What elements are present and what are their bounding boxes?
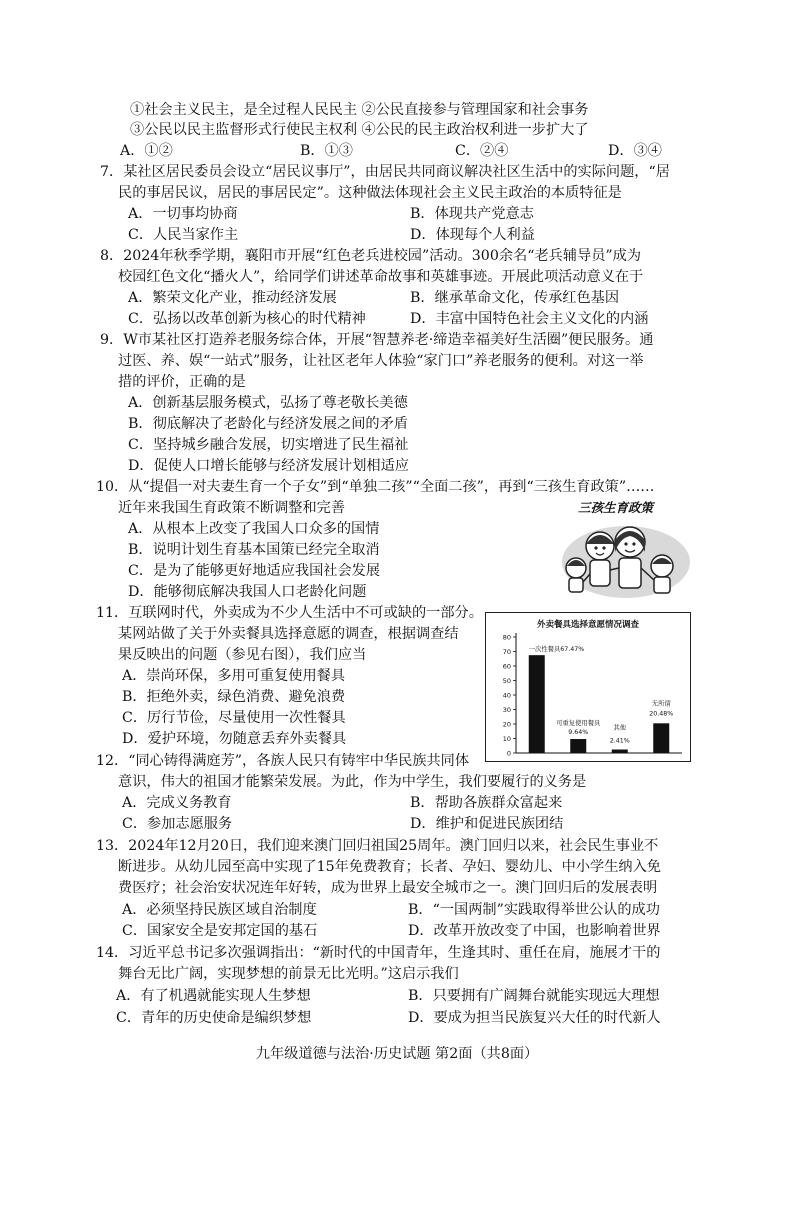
q7-option-b[interactable]: B．体现共产党意志 <box>410 206 534 222</box>
cartoon-caption: 三孩生育政策 <box>578 500 654 515</box>
q10-option-c[interactable]: C．是为了能够更好地适应我国社会发展 <box>128 563 381 579</box>
q9-stem-line-2: 过医、养、娱“一站式”服务，让社区老年人体验“家门口”养老服务的便利。对这一举 <box>118 353 644 369</box>
q10-cartoon-image <box>556 500 690 602</box>
q8-stem-line-1: 8．2024年秋季学期，襄阳市开展“红色老兵进校园”活动。300余名“老兵辅导员”成为 <box>100 248 642 264</box>
q11-option-b[interactable]: B．拒绝外卖，绿色消费、避免浪费 <box>122 689 346 705</box>
q12-stem-line-2: 意识，伟大的祖国才能繁荣发展。为此，作为中学生，我们要履行的义务是 <box>118 774 587 790</box>
chart-y-tick-label: 70 <box>502 648 511 656</box>
q9-option-a[interactable]: A．创新基层服务模式，弘扬了尊老敬长美德 <box>128 395 408 411</box>
q14-stem-line-1: 14．习近平总书记多次强调指出：“新时代的中国青年，生逢其时、重任在肩，施展才干的 <box>96 945 661 961</box>
q11-stem-line-3: 果反映出的问题（参见右图），我们应当 <box>118 647 367 663</box>
q12-option-c[interactable]: C．参加志愿服务 <box>122 816 233 832</box>
q7-stem-line-1: 7．某社区居民委员会设立“居民议事厅”，由居民共同商议解决社区生活中的实际问题，“居 <box>100 164 670 180</box>
q13-option-b[interactable]: B．“一国两制”实践取得举世公认的成功 <box>408 902 660 918</box>
q7-option-c[interactable]: C．人民当家作主 <box>128 227 239 243</box>
q10-stem-line-1: 10．从“提倡一对夫妻生育一个子女”到“单独二孩”“全面二孩”，再到“三孩生育政策”…… <box>96 479 655 495</box>
q9-option-b[interactable]: B．彻底解决了老龄化与经济发展之间的矛盾 <box>128 416 408 432</box>
family-cartoon-icon <box>556 500 690 602</box>
q13-option-a[interactable]: A．必须坚持民族区域自治制度 <box>122 902 317 918</box>
q8-option-d[interactable]: D．丰富中国特色社会主义文化的内涵 <box>410 311 649 327</box>
q13-stem-line-2: 断进步。从幼儿园至高中实现了15年免费教育；长者、孕妇、婴幼儿、中小学生纳入免 <box>118 859 661 875</box>
chart-y-tick-label: 0 <box>506 749 511 758</box>
chart-y-tick-label: 50 <box>502 677 511 685</box>
q9-stem-line-1: 9．W市某社区打造养老服务综合体，开展“智慧养老·缔造幸福美好生活圈”便民服务。通 <box>100 332 654 348</box>
q6-option-c[interactable]: C．②④ <box>455 143 509 159</box>
q12-option-a[interactable]: A．完成义务教育 <box>122 795 232 811</box>
q12-stem-line-1: 12．“同心铸得满庭芳”，各族人民只有铸牢中华民族共同体 <box>96 753 470 769</box>
q6-option-d[interactable]: D．③④ <box>608 143 662 159</box>
takeout-survey-chart-svg <box>486 613 690 761</box>
q12-option-d[interactable]: D．维护和促进民族团结 <box>410 816 564 832</box>
q11-option-a[interactable]: A．崇尚环保，多用可重复使用餐具 <box>122 668 346 684</box>
chart-data-label: 无所谓 <box>651 700 671 708</box>
chart-data-label: 可重复使用餐具 <box>556 720 601 728</box>
q8-option-a[interactable]: A．繁荣文化产业，推动经济发展 <box>128 290 337 306</box>
chart-bar <box>529 655 545 753</box>
q14-stem-line-2: 舞台无比广阔，实现梦想的前景无比光明。”这启示我们 <box>118 966 459 982</box>
chart-data-label: 20.48% <box>649 710 674 718</box>
q10-option-b[interactable]: B．说明计划生育基本国策已经完全取消 <box>128 542 380 558</box>
q7-stem-line-2: 民的事居民议，居民的事居民定”。这种做法体现社会主义民主政治的本质特征是 <box>118 185 622 201</box>
q13-option-c[interactable]: C．国家安全是安邦定国的基石 <box>122 923 318 939</box>
q10-option-a[interactable]: A．从根本上改变了我国人口众多的国情 <box>128 521 380 537</box>
chart-bar <box>653 723 669 753</box>
chart-data-label: 2.41% <box>609 737 630 745</box>
q14-option-c[interactable]: C．青年的历史使命是编织梦想 <box>116 1010 312 1026</box>
q11-stem-line-2: 某网站做了关于外卖餐具选择意愿的调查，根据调查结 <box>118 626 459 642</box>
q8-option-b[interactable]: B．继承革命文化，传承红色基因 <box>410 290 620 306</box>
chart-data-label: 一次性餐具67.47% <box>528 646 585 654</box>
q9-stem-line-3: 措的评价，正确的是 <box>118 374 246 390</box>
q7-option-d[interactable]: D．体现每个人利益 <box>410 227 535 243</box>
q11-option-c[interactable]: C．厉行节俭，尽量使用一次性餐具 <box>122 710 346 726</box>
q8-option-c[interactable]: C．弘扬以改革创新为核心的时代精神 <box>128 311 366 327</box>
q9-option-d[interactable]: D．促使人口增长能够与经济发展计划相适应 <box>128 458 409 474</box>
q13-stem-line-1: 13．2024年12月20日，我们迎来澳门回归祖国25周年。澳门回归以来，社会民生事业不 <box>96 838 659 854</box>
q10-option-d[interactable]: D．能够彻底解决我国人口老龄化问题 <box>128 584 367 600</box>
q6-item-line-2: ③公民以民主监督形式行使民主权利 ④公民的民主政治权利进一步扩大了 <box>130 122 589 138</box>
q11-option-d[interactable]: D．爱护环境，勿随意丢弃外卖餐具 <box>122 731 347 747</box>
takeout-survey-chart <box>485 612 691 762</box>
q8-stem-line-2: 校园红色文化“播火人”，给同学们讲述革命故事和英雄事迹。开展此项活动意义在于 <box>118 269 644 285</box>
chart-y-tick-label: 80 <box>502 633 511 642</box>
q14-option-a[interactable]: A．有了机遇就能实现人生梦想 <box>116 988 311 1004</box>
q7-option-a[interactable]: A．一切事均协商 <box>128 206 238 222</box>
chart-y-tick-label: 20 <box>502 720 511 729</box>
chart-y-tick-label: 10 <box>502 735 511 743</box>
q9-option-c[interactable]: C．坚持城乡融合发展，切实增进了民生福祉 <box>128 437 409 453</box>
q13-option-d[interactable]: D．改革开放改变了中国，也影响着世界 <box>408 923 661 939</box>
chart-data-label: 其他 <box>613 724 627 732</box>
q11-stem-line-1: 11．互联网时代，外卖成为不少人生活中不可或缺的一部分。 <box>96 605 483 621</box>
q10-stem-line-2: 近年来我国生育政策不断调整和完善 <box>118 500 346 516</box>
q6-item-line-1: ①社会主义民主，是全过程人民民主 ②公民直接参与管理国家和社会事务 <box>130 102 589 118</box>
chart-y-tick-label: 40 <box>502 691 511 700</box>
q6-option-b[interactable]: B．①③ <box>300 143 353 159</box>
q14-option-b[interactable]: B．只要拥有广阔舞台就能实现远大理想 <box>408 988 660 1004</box>
page-footer: 九年级道德与法治·历史试题 第2面（共8面） <box>255 1046 539 1062</box>
chart-data-label: 9.64% <box>568 729 589 737</box>
chart-bar <box>612 750 628 753</box>
q12-option-b[interactable]: B．帮助各族群众富起来 <box>410 795 563 811</box>
chart-y-tick-label: 60 <box>502 662 511 671</box>
q14-option-d[interactable]: D．要成为担当民族复兴大任的时代新人 <box>408 1010 661 1026</box>
q6-option-a[interactable]: A．①② <box>120 143 173 159</box>
chart-title: 外卖餐具选择意愿情况调查 <box>536 620 640 630</box>
chart-bar <box>570 739 586 753</box>
chart-y-tick-label: 30 <box>502 706 511 714</box>
q13-stem-line-3: 费医疗；社会治安状况连年好转，成为世界上最安全城市之一。澳门回归后的发展表明 <box>118 880 658 896</box>
